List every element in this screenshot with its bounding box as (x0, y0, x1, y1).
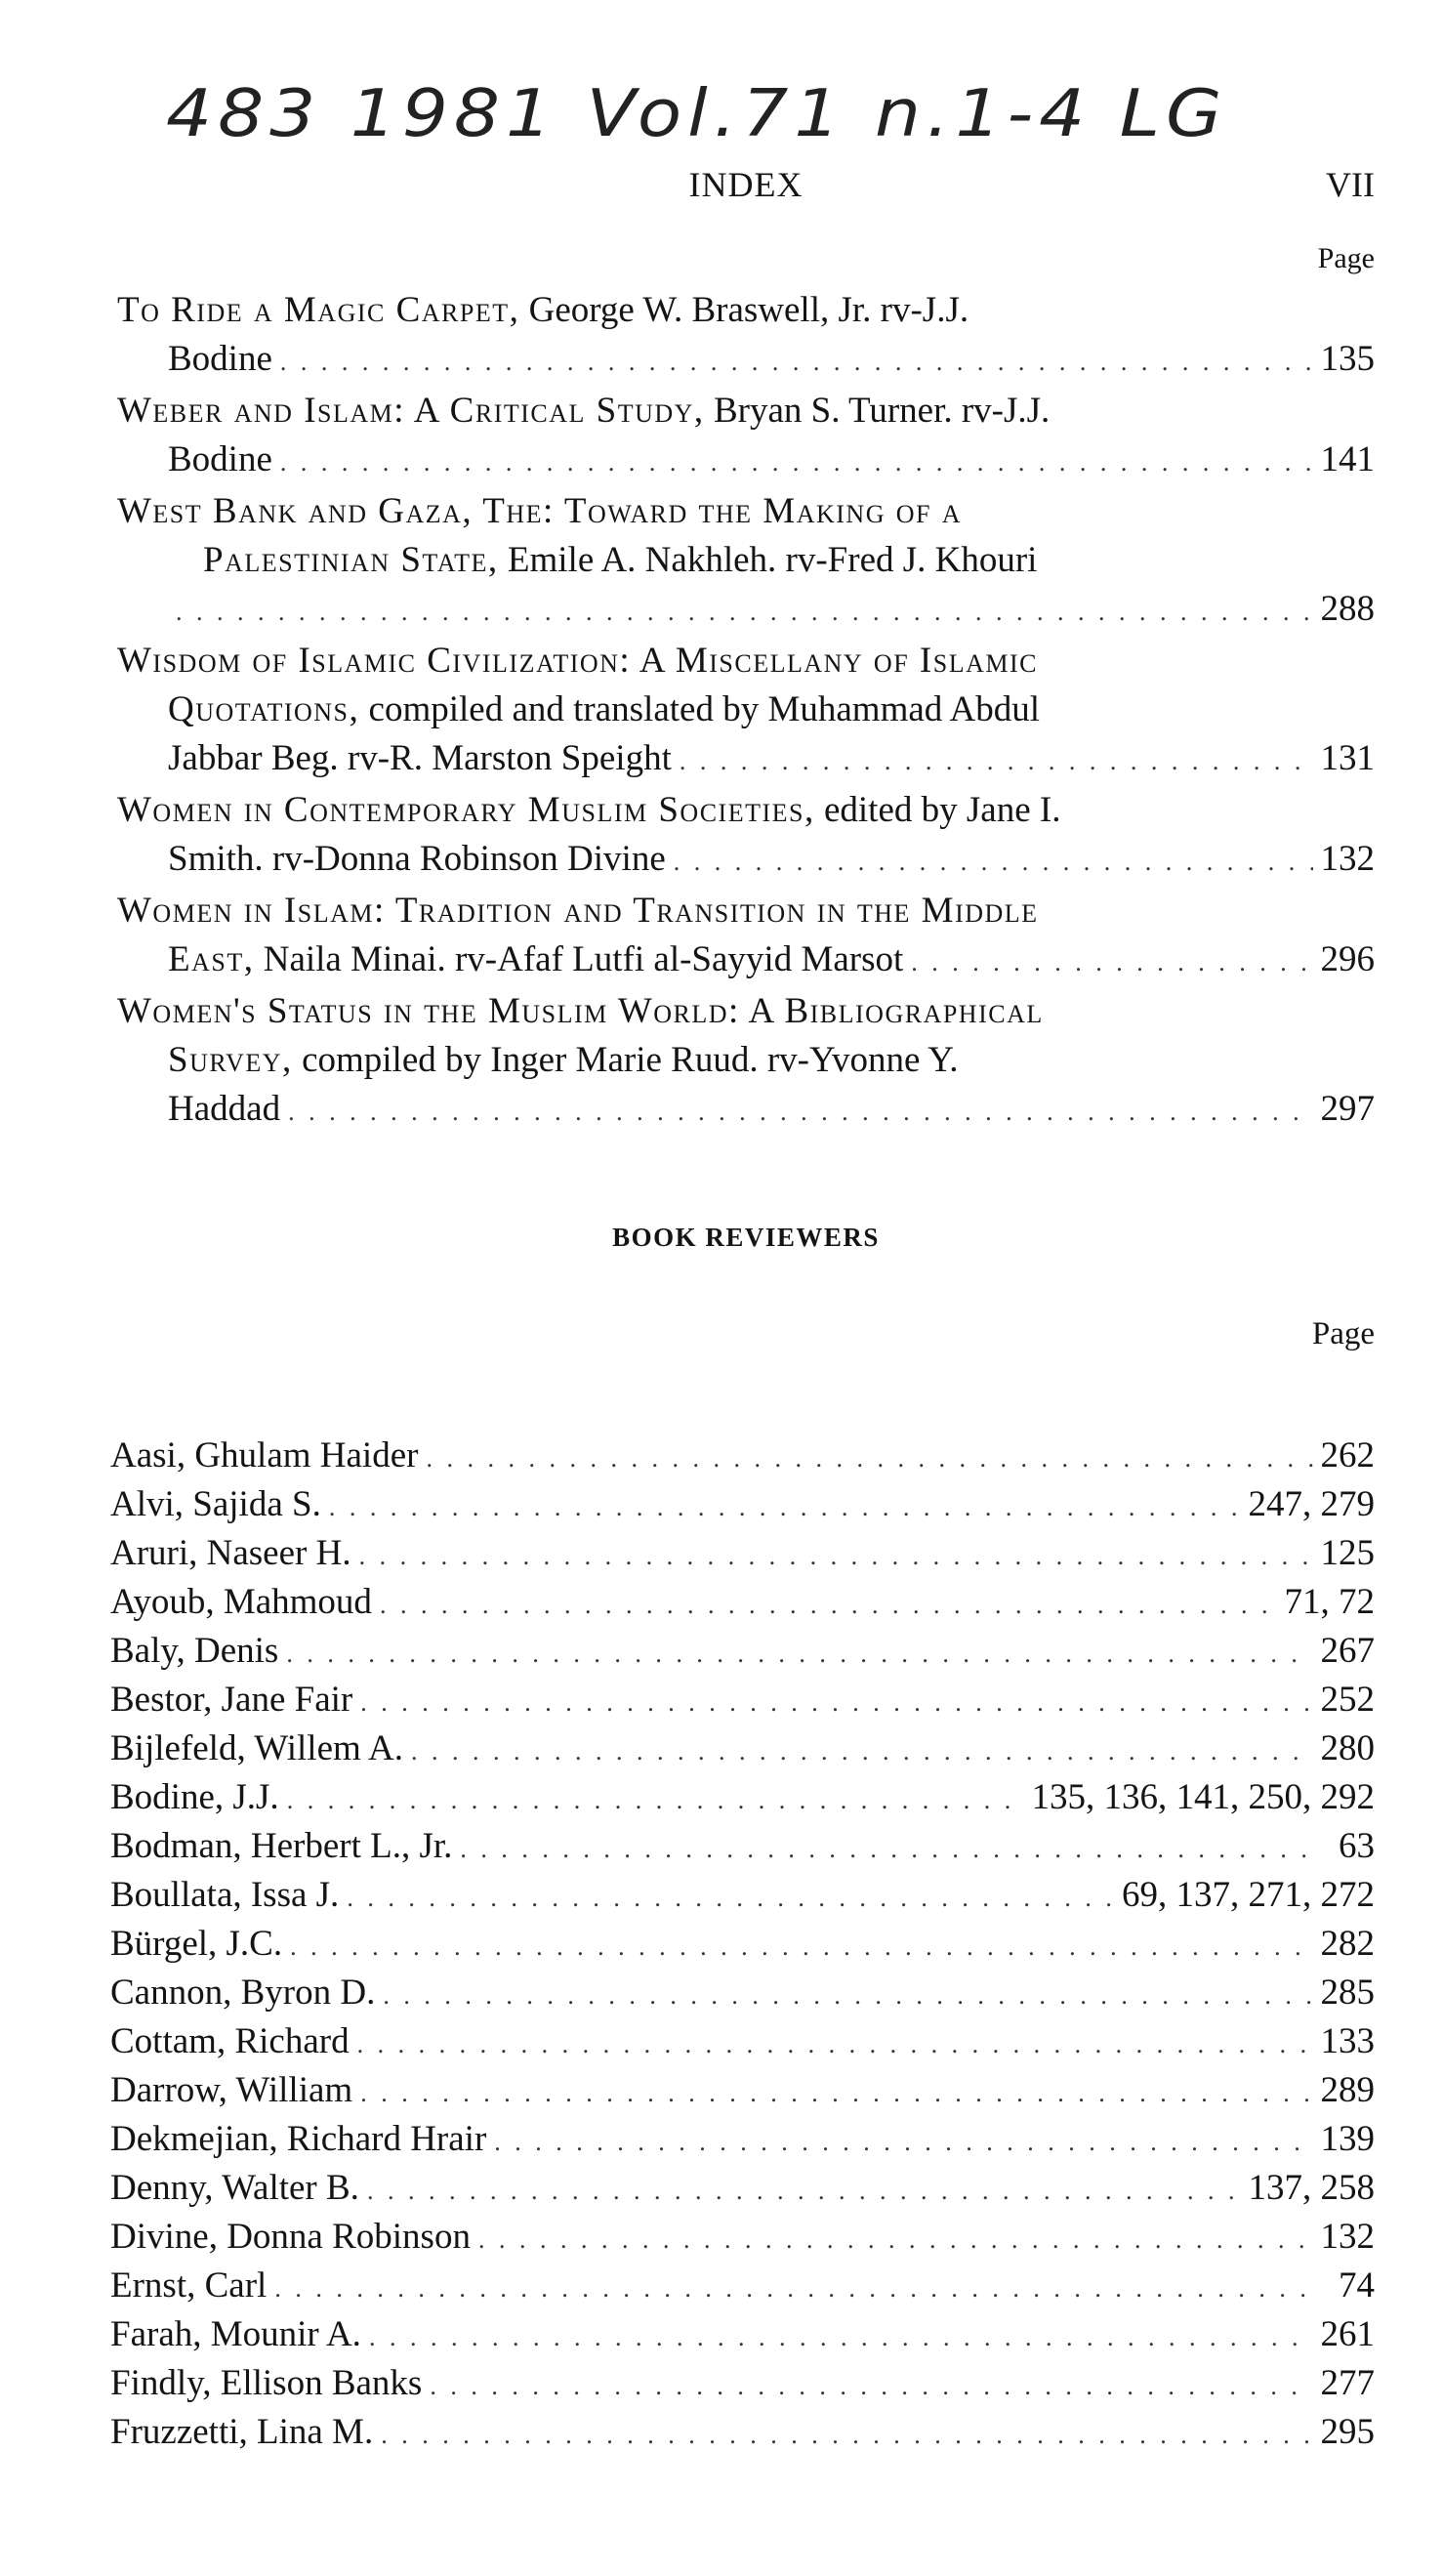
reviewer-pages: 261 (1320, 2314, 1375, 2354)
reviewer-row (110, 2310, 1375, 2359)
index-entry-line (117, 835, 1375, 887)
index-entry-line (117, 887, 1375, 935)
dot-leader (274, 2264, 1322, 2313)
reviewer-rows (110, 1432, 1375, 2457)
index-entry-line (117, 637, 1375, 686)
reviewer-row (110, 2164, 1375, 2213)
reviewer-row (110, 1432, 1375, 1480)
entry-page-number: 288 (1320, 589, 1375, 629)
index-entry-line (117, 536, 1375, 585)
entry-text (168, 686, 1040, 734)
reviewer-row (110, 2359, 1375, 2408)
book-reviewers-list (110, 1316, 1375, 2457)
dot-leader (360, 2069, 1312, 2118)
index-entry-line (117, 686, 1375, 734)
entry-page-number: 135 (1320, 339, 1375, 379)
reviewer-pages: 139 (1320, 2119, 1375, 2159)
reviewer-name: Cannon, Byron D. (110, 1973, 376, 2013)
entry-detail: Smith. rv-Donna Robinson Divine (168, 839, 666, 879)
entry-title: To Ride a Magic Carpet, (117, 290, 520, 330)
reviewer-row (110, 2213, 1375, 2262)
dot-leader (280, 438, 1313, 487)
reviewer-row (110, 1871, 1375, 1920)
reviewer-pages: 282 (1320, 1924, 1375, 1964)
reviewer-pages: 262 (1320, 1435, 1375, 1475)
entry-title: East, (168, 939, 255, 979)
reviewer-name: Bürgel, J.C. (110, 1924, 283, 1964)
reviewer-pages: 280 (1320, 1728, 1375, 1768)
reviewer-pages: 285 (1320, 1973, 1375, 2013)
index-entry (117, 637, 1375, 786)
entry-page-number: 296 (1320, 939, 1375, 979)
reviewer-row (110, 2262, 1375, 2310)
page-title: INDEX (688, 165, 804, 204)
reviewer-pages: 63 (1339, 1826, 1375, 1866)
entry-detail: Naila Minai. rv-Afaf Lutfi al-Sayyid Marsot (254, 939, 904, 979)
reviewer-pages: 74 (1339, 2265, 1375, 2306)
title-index (117, 239, 1375, 1137)
reviewer-name: Bodman, Herbert L., Jr. (110, 1826, 453, 1866)
entry-title: Women's Status in the Muslim World: A Bibliographical (117, 991, 1044, 1031)
reviewer-pages: 135, 136, 141, 250, 292 (1031, 1777, 1375, 1817)
reviewer-row (110, 2408, 1375, 2457)
reviewer-row (110, 1676, 1375, 1724)
reviewer-row (110, 1480, 1375, 1529)
entry-text (168, 335, 272, 384)
dot-leader (287, 1776, 1024, 1825)
reviewer-name: Ayoub, Mahmoud (110, 1582, 372, 1622)
entry-text (117, 387, 1050, 436)
reviewer-name: Aruri, Naseer H. (110, 1533, 351, 1573)
entry-text (168, 1036, 959, 1085)
entry-detail: Bodine (168, 339, 272, 379)
entry-text (168, 436, 272, 484)
reviewer-pages: 71, 72 (1284, 1582, 1375, 1622)
index-entry (117, 487, 1375, 637)
reviewer-name: Bestor, Jane Fair (110, 1680, 353, 1720)
dot-leader (911, 938, 1312, 987)
reviewer-row (110, 1724, 1375, 1773)
reviewer-pages: 69, 137, 271, 272 (1122, 1875, 1375, 1915)
entry-detail: Bodine (168, 439, 272, 479)
dot-leader (176, 588, 1313, 637)
dot-leader (478, 2216, 1313, 2264)
reviewer-row (110, 2017, 1375, 2066)
reviewer-pages: 247, 279 (1248, 1484, 1375, 1524)
entry-text (117, 987, 1044, 1036)
dot-leader (674, 838, 1313, 887)
dot-leader (290, 1923, 1312, 1972)
dot-leader (359, 1532, 1313, 1581)
entry-page-number: 141 (1320, 439, 1375, 479)
reviewer-name: Findly, Ellison Banks (110, 2363, 423, 2403)
dot-leader (680, 737, 1313, 786)
reviewer-pages: 267 (1320, 1631, 1375, 1671)
page-folio: VII (1326, 165, 1375, 204)
index-entry (117, 786, 1375, 887)
reviewers-page-label: Page (1311, 1316, 1375, 1351)
reviewer-row (110, 1969, 1375, 2017)
reviewer-name: Alvi, Sajida S. (110, 1484, 321, 1524)
index-entry (117, 987, 1375, 1137)
dot-leader (329, 1483, 1241, 1532)
entry-text (117, 887, 1039, 935)
entry-title: Women in Islam: Tradition and Transition in the Middle (117, 891, 1039, 931)
dot-leader (286, 1630, 1312, 1679)
reviewer-name: Aasi, Ghulam Haider (110, 1435, 419, 1475)
dot-leader (288, 1088, 1312, 1137)
reviewer-row (110, 1578, 1375, 1627)
entry-text (168, 835, 666, 884)
dot-leader (383, 1972, 1312, 2020)
index-entry-line (117, 436, 1375, 487)
entry-text (117, 487, 962, 536)
entry-text (203, 536, 1037, 585)
dot-leader (369, 2313, 1313, 2362)
reviewer-name: Bodine, J.J. (110, 1777, 279, 1817)
reviewer-row (110, 2115, 1375, 2164)
index-entry (117, 286, 1375, 387)
index-entry-line (117, 987, 1375, 1036)
entry-text (168, 1085, 280, 1134)
reviewer-pages: 133 (1320, 2021, 1375, 2061)
index-entry-line (117, 487, 1375, 536)
reviewer-name: Ernst, Carl (110, 2265, 268, 2306)
reviewer-name: Baly, Denis (110, 1631, 279, 1671)
entry-text (168, 935, 903, 984)
reviewer-pages: 132 (1320, 2217, 1375, 2257)
reviewer-name: Farah, Mounir A. (110, 2314, 361, 2354)
entry-title: West Bank and Gaza, The: Toward the Making of a (117, 491, 962, 531)
reviewer-name: Cottam, Richard (110, 2021, 350, 2061)
index-entry-line (117, 335, 1375, 387)
reviewer-name: Darrow, William (110, 2070, 353, 2110)
dot-leader (280, 338, 1313, 387)
book-reviewers-heading: BOOK REVIEWERS (612, 1223, 880, 1252)
dot-leader (494, 2118, 1312, 2167)
index-entry (117, 887, 1375, 987)
index-entry-line (117, 1085, 1375, 1137)
dot-leader (347, 1874, 1114, 1923)
reviewer-name: Bijlefeld, Willem A. (110, 1728, 403, 1768)
entry-detail: Haddad (168, 1089, 281, 1129)
entry-title: Quotations, (168, 689, 360, 729)
entry-text (117, 637, 1038, 686)
dot-leader (357, 2020, 1313, 2069)
reviewer-name: Boullata, Issa J. (110, 1875, 340, 1915)
dot-leader (380, 1581, 1277, 1630)
dot-leader (367, 2167, 1241, 2216)
index-entry-line (117, 286, 1375, 335)
entry-title: Women in Contemporary Muslim Societies, (117, 790, 815, 830)
reviewer-row (110, 1627, 1375, 1676)
reviewer-pages: 137, 258 (1248, 2168, 1375, 2208)
dot-leader (381, 2411, 1312, 2460)
title-index-page-label: Page (1317, 242, 1375, 274)
dot-leader (426, 1434, 1312, 1483)
entry-detail: Bryan S. Turner. rv-J.J. (704, 391, 1051, 431)
reviewer-row (110, 1773, 1375, 1822)
dot-leader (411, 1727, 1313, 1776)
reviewer-pages: 289 (1320, 2070, 1375, 2110)
reviewer-name: Denny, Walter B. (110, 2168, 359, 2208)
reviewer-pages: 125 (1320, 1533, 1375, 1573)
reviewer-pages: 295 (1320, 2412, 1375, 2452)
entry-title: Survey, (168, 1040, 293, 1080)
page-header (117, 164, 1375, 213)
reviewer-pages: 277 (1320, 2363, 1375, 2403)
dot-leader (430, 2362, 1312, 2411)
index-entry-line (117, 387, 1375, 436)
reviewer-pages: 252 (1320, 1680, 1375, 1720)
reviewer-row (110, 1822, 1375, 1871)
reviewer-row (110, 1920, 1375, 1969)
entry-text (117, 286, 969, 335)
index-entry-line (117, 1036, 1375, 1085)
reviewer-name: Divine, Donna Robinson (110, 2217, 471, 2257)
entry-detail: Emile A. Nakhleh. rv-Fred J. Khouri (498, 540, 1038, 580)
entry-page-number: 132 (1320, 839, 1375, 879)
entry-detail: Jabbar Beg. rv-R. Marston Speight (168, 738, 672, 778)
dot-leader (460, 1825, 1322, 1874)
entry-text (168, 734, 672, 783)
entry-title: Palestinian State, (203, 540, 499, 580)
entry-title: Wisdom of Islamic Civilization: A Miscellany of Islamic (117, 641, 1038, 681)
reviewer-row (110, 2066, 1375, 2115)
dot-leader (360, 1679, 1312, 1727)
entry-detail: edited by Jane I. (814, 790, 1061, 830)
index-entry-line (117, 786, 1375, 835)
entry-detail: compiled by Inger Marie Ruud. rv-Yvonne Y. (292, 1040, 959, 1080)
title-index-entries (117, 286, 1375, 1137)
index-entry-line (117, 585, 1375, 637)
index-entry-line (117, 935, 1375, 987)
entry-title: Weber and Islam: A Critical Study, (117, 391, 705, 431)
entry-detail: George W. Braswell, Jr. rv-J.J. (519, 290, 969, 330)
entry-page-number: 297 (1320, 1089, 1375, 1129)
index-entry (117, 387, 1375, 487)
reviewer-name: Dekmejian, Richard Hrair (110, 2119, 487, 2159)
handwritten-call-number: 483 1981 Vol.71 n.1-4 LG (166, 76, 1228, 152)
index-entry-line (117, 734, 1375, 786)
entry-page-number: 131 (1320, 738, 1375, 778)
entry-detail: compiled and translated by Muhammad Abdul (359, 689, 1040, 729)
reviewer-name: Fruzzetti, Lina M. (110, 2412, 374, 2452)
reviewer-row (110, 1529, 1375, 1578)
entry-text (117, 786, 1060, 835)
